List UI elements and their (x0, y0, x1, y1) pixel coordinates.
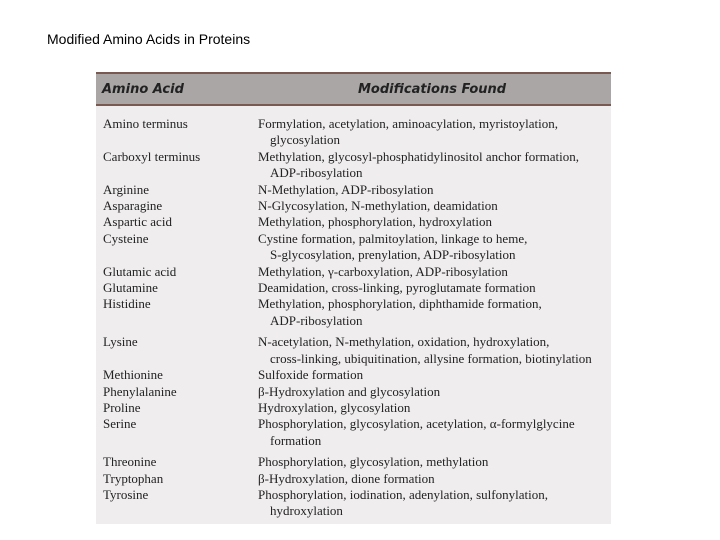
modifications-cell (258, 367, 611, 383)
table-row (96, 416, 611, 449)
modifications-cell (258, 116, 611, 149)
modification-line: S-glycosylation, prenylation, ADP-ribosylation (270, 247, 516, 263)
amino-acid-cell: Glutamic acid (103, 263, 177, 279)
modification-line: N-acetylation, N-methylation, oxidation, hydroxylation, (258, 334, 550, 350)
table-row (96, 280, 611, 296)
table-row (96, 231, 611, 264)
modification-line: Deamidation, cross-linking, pyroglutamate formation (258, 280, 536, 296)
modification-line: Methylation, γ-carboxylation, ADP-ribosylation (258, 263, 508, 279)
header-amino-acid: Amino Acid (102, 82, 184, 97)
amino-acid-cell: Aspartic acid (103, 214, 172, 230)
header-modifications: Modifications Found (358, 82, 507, 97)
table-row (96, 149, 611, 182)
modification-line: β-Hydroxylation and glycosylation (258, 383, 441, 399)
table-header (96, 74, 611, 106)
table-row (96, 182, 611, 198)
modifications-cell (258, 231, 611, 264)
modification-line: β-Hydroxylation, dione formation (258, 470, 435, 486)
modification-line: Formylation, acetylation, aminoacylation, myristoylation, (258, 116, 559, 131)
modification-line: N-Glycosylation, N-methylation, deamidation (258, 198, 498, 214)
table-row (96, 454, 611, 470)
amino-acid-cell: Threonine (103, 454, 157, 470)
modification-line: ADP-ribosylation (270, 165, 363, 181)
modifications-cell (258, 149, 611, 182)
modification-line: cross-linking, ubiquitination, allysine formation, biotinylation (270, 350, 592, 366)
table-row (96, 367, 611, 383)
modification-line: N-Methylation, ADP-ribosylation (258, 181, 434, 197)
modifications-cell (258, 296, 611, 329)
amino-acid-cell: Cysteine (103, 230, 149, 246)
modifications-cell (258, 400, 611, 416)
modifications-cell (258, 487, 611, 520)
amino-acid-cell: Serine (103, 416, 137, 432)
modification-line: Phosphorylation, glycosylation, acetylation, α-formylglycine (258, 416, 575, 432)
amino-acid-cell: Histidine (103, 296, 151, 312)
modifications-cell (258, 182, 611, 198)
amino-acid-cell: Tryptophan (103, 470, 164, 486)
amino-acid-cell: Tyrosine (103, 486, 149, 502)
amino-acid-cell: Phenylalanine (103, 383, 177, 399)
modifications-cell (258, 454, 611, 470)
table-row (96, 198, 611, 214)
modification-line: hydroxylation (270, 503, 343, 519)
table-row (96, 334, 611, 367)
table-row (96, 214, 611, 230)
modification-line: ADP-ribosylation (270, 312, 363, 328)
modifications-cell (258, 214, 611, 230)
modifications-cell (258, 471, 611, 487)
amino-acid-cell: Arginine (103, 181, 149, 197)
modifications-cell (258, 264, 611, 280)
modification-line: Sulfoxide formation (258, 367, 364, 383)
modification-line: Methylation, glycosyl-phosphatidylinositol anchor formation, (258, 148, 579, 164)
modification-line: Methylation, phosphorylation, diphthamide formation, (258, 296, 542, 312)
modifications-cell (258, 384, 611, 400)
table-row (96, 264, 611, 280)
modifications-cell (258, 416, 611, 449)
table-row (96, 471, 611, 487)
amino-acid-cell: Glutamine (103, 280, 158, 296)
table-row (96, 296, 611, 329)
modifications-cell (258, 198, 611, 214)
amino-acid-cell: Amino terminus (103, 116, 188, 131)
modifications-cell (258, 334, 611, 367)
modification-line: formation (270, 432, 322, 448)
modification-line: Methylation, phosphorylation, hydroxylation (258, 214, 492, 230)
amino-acid-cell: Carboxyl terminus (103, 148, 201, 164)
table-row (96, 487, 611, 520)
amino-acid-cell: Asparagine (103, 198, 163, 214)
table-row (96, 384, 611, 400)
slide-title: Modified Amino Acids in Proteins (47, 31, 251, 47)
modification-line: Cystine formation, palmitoylation, linkage to heme, (258, 230, 528, 246)
table-row (96, 116, 611, 149)
modification-line: Phosphorylation, glycosylation, methylation (258, 454, 489, 470)
amino-acid-cell: Proline (103, 399, 141, 415)
modified-amino-acids-table (96, 72, 611, 524)
modification-line: Hydroxylation, glycosylation (258, 399, 411, 415)
table-row (96, 400, 611, 416)
modification-line: glycosylation (270, 132, 341, 148)
modification-line: Phosphorylation, iodination, adenylation, sulfonylation, (258, 486, 548, 502)
table-body (96, 116, 611, 520)
amino-acid-cell: Lysine (103, 334, 138, 350)
modifications-cell (258, 280, 611, 296)
amino-acid-cell: Methionine (103, 367, 163, 383)
